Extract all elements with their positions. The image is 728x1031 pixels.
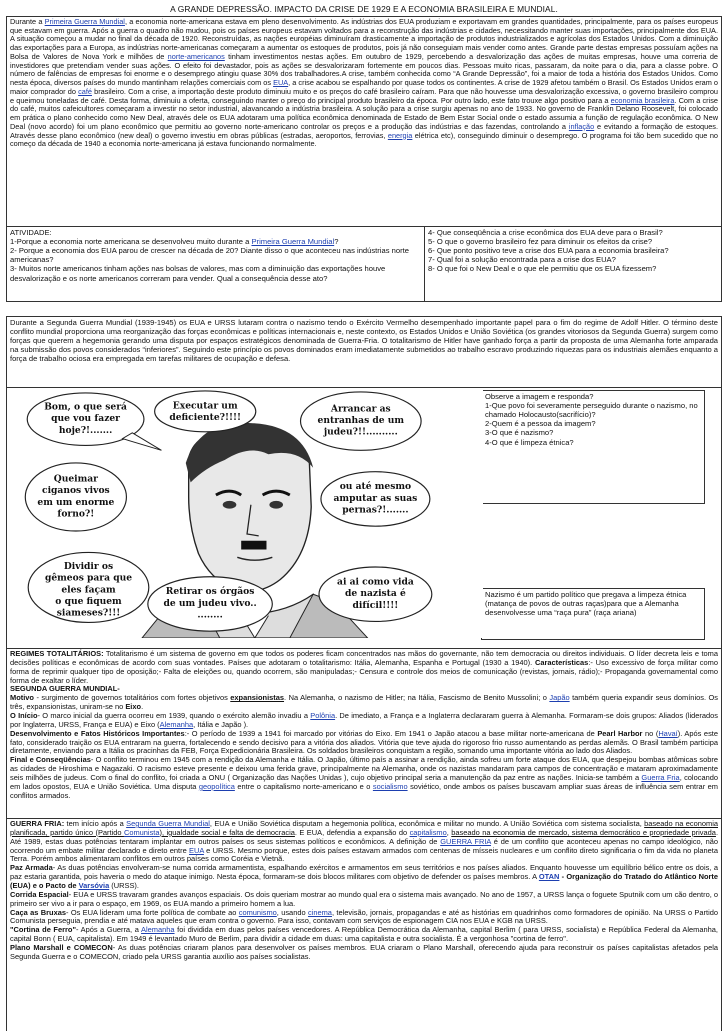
bubble-6-line-3: eles façam: [61, 584, 116, 596]
observe-line-3: 2-Quem é a pessoa da imagem?: [485, 419, 596, 429]
link-capitalismo[interactable]: capitalismo: [409, 827, 447, 837]
regimes-label: REGIMES TOTALITÁRIOS:: [10, 649, 104, 658]
observe-line-2: 1-Que povo foi severamente perseguido durante o nazismo, no chamado Holocausto(sacrifício)?: [485, 401, 698, 420]
question-1: 1-Porque a economia norte americana se desenvolveu muito durante a Primeira Guerra Mundial?: [10, 237, 339, 247]
caracteristicas-label: Características: [534, 657, 589, 667]
bubble-8-line-1: ai ai como vida: [337, 576, 414, 588]
bubble-6-line-2: gêmeos para que: [44, 572, 133, 584]
activity-left: [7, 227, 425, 301]
cartoon-side-panel: [477, 388, 709, 648]
depression-text: Durante a Primeira Guerra Mundial, a economia norte-americana estava em pleno desenvolvimento. As indústrias dos EUA produziam e exportavam em grandes quantidades, principalmente, para os países europeus que estavam em guerra. Após a guerra o quadro não mudou, pois os países europeus estavam voltados para a reconstrução das indústrias e cidades, necessitando manter suas importações, principalmente dos EUA. A situação começou a mudar no final da década de 1920. Reconstruídas, as nações européias diminuíram drasticamente a importação de produtos industrializados e agrícolas dos Estados Unidos. Com a diminuição das exportações para a Europa, as indústrias norte-americanas começaram a aumentar os estoques de produtos, pois já não conseguiam mais vender como antes. Grande parte destas empresas possuíam ações na Bolsa de Valores de Nova York e milhões de norte-americanos tinham investimentos nestas ações. Em outubro de 1929, percebendo a desvalorização das ações de muitas empresas, houve uma correria de investidores que pretendiam vender suas ações. O efeito foi devastador, pois as ações se desvalorizaram fortemente em poucos dias. Pessoas muito ricas, passaram, da noite para o dia, para a classe pobre. O número de falências de empresas foi enorme e o desemprego atingiu quase 30% dos trabalhadores.A crise, também conhecida como “A Grande Depressão”, foi a maior de toda a história dos Estados Unidos. Como nesta época, diversos países do mundo mantinham relações comerciais com os EUA, a crise acabou se espalhando por quase todos os continentes. A crise de 1929 afetou também o Brasil. Os Estados Unidos eram o maior comprador do café brasileiro. Com a crise, a importação deste produto diminuiu muito e os preços do café brasileiro caíram. Para que não houvesse uma desvalorização excessiva, o governo brasileiro comprou e queimou toneladas de café. Desta forma, diminuiu a oferta, conseguindo manter o preço do principal produto brasileiro da época. Por outro lado, este fato trouxe algo positivo para a economia brasileira. Com a crise do café, muitos cafeicultores começaram a investir no setor industrial, alavancando a indústria brasileira. A solução para a crise surgiu apenas no ano de 1933. No governo de Franklin Delano Roosevelt, foi colocado em prática o plano conhecido como New Deal, através dele os EUA adotaram uma política econômica denominada de Estado de Bem Estar Social onde o estado assumia a função de regulação econômica. O New Deal (novo acordo) foi um plano econômico que permitiu ao governo norte-americano controlar os preços e a produção das indústrias e das fazendas, controlando a inflação e evitando a formação de estoques. Através desse plano econômico (new deal) o governo investiu em obras públicas (estradas, aeroportos, ferrovias, energia elétrica etc), conseguindo diminuir o desemprego. O programa foi tão bem sucedido que no começo da década de 1940 a economia norte-americana já estava funcionando normalmente.: [6, 16, 722, 227]
link-polonia[interactable]: Polônia: [310, 711, 336, 721]
link-economia-brasileira[interactable]: economia brasileira: [610, 95, 675, 105]
bubble-6-line-4: o que fiquem: [55, 595, 122, 607]
link-japao[interactable]: Japão: [549, 693, 570, 703]
bubble-5-line-1: ou até mesmo: [339, 481, 412, 493]
coldwar-text: GUERRA FRIA: tem início após a Segunda Guerra Mundial, EUA e União Soviética disputam a hegemonia política, econômica e militar no mundo. A União Soviética com sistema socialista, baseado na economia planificada, partido único (Partido Comunista), igualdade social e falta de democracia. E EUA, defendia a expansão do capitalismo, baseado na economia de mercado, sistema democrático e propriedade privada. Até 1989, estas duas potências tentaram implantar em outros países os seus sistemas políticos e econômicos. A definição de GUERRA FRIA é de um conflito que aconteceu apenas no campo ideológico, não ocorrendo um embate militar declarado e direto entre EUA e URSS. Mesmo porque, estes dois países estavam armados com centenas de mísseis nucleares e um conflito direto significaria o fim da vida no planeta Terra. Porém ambos alimentaram conflitos em outros países como Coréia e Vietnã. Paz Armada- As duas potências envolveram-se numa corrida armamentista, espalhando exércitos e armamentos em seus territórios e nos países aliados. Enquanto houvesse um equilíbrio bélico entre os dois, a paz estaria garantida, pois haveria o medo do ataque inimigo. Nesta época, formaram-se dois blocos militares com objetivo de defender os países membros. A OTAN - Organização do Tratado do Atlântico Norte (EUA) e o Pacto de Varsóvia (URSS). Corrida Espacial- EUA e URSS travaram grandes avanços espaciais. Os dois queriam mostrar ao mundo qual era o sistema mais avançado. No ano de 1957, a URSS lança o foguete Sputnik com um cão dentro, o primeiro ser vivo a ir para o espaço, em 1969, os EUA mando a primeiro homem a lua. Caça as Bruxas- Os EUA lideram uma forte política de combate ao comunismo, usando cinema, televisão, jornais, propagandas e até as histórias em quadrinhos como formadores de opinião. Na URSS o Partido Comunista perseguia, prendia e até matava aqueles que eram contra o governo. Para isso, contavam com serviços de espionagem CIA nos EUA e KGB na URSS. "Cortina de Ferro"- Após a Guerra, a Alemanha foi dividida em duas pelos países vencedores. A República Democrática da Alemanha, capital Berlim ( para URSS, socialista) e República Federal da Alemanha, capital Bonn ( EUA, capitalista). Em 1949 é levantado Muro de Berlim, para dividir a cidade em duas: uma capitalista e outra socialista. É a vergonhosa "cortina de ferro". Plano Marshall e COMECON- As duas potências criaram planos para desenvolver os países membros. EUA criaram o Plano Marshall, oferecendo ajuda para reconstruir os países capitalistas afetados pela Segunda Guerra e o COMECON, criado pela URSS garantia auxílio aos países socialistas.: [6, 819, 722, 1031]
link-eua[interactable]: EUA: [273, 78, 289, 88]
bubble-8-line-3: difícil!!!!: [352, 599, 399, 611]
link-varsovia[interactable]: Varsóvia: [78, 881, 110, 891]
link-alemanha[interactable]: Alemanha: [159, 719, 194, 729]
bubble-7-line-2: de um judeu vivo..: [163, 597, 257, 609]
question-5: 5- O que o governo brasileiro fez para diminuir os efeitos da crise?: [428, 237, 653, 247]
link-comunismo[interactable]: comunismo: [238, 907, 277, 917]
speech-bubble-2: [155, 391, 256, 432]
question-6: 6- Que ponto positivo teve a crise dos EUA para a economia brasileira?: [428, 246, 669, 256]
link-cinema[interactable]: cinema: [307, 907, 332, 917]
bubble-4-line-3: em um enorme: [37, 496, 115, 508]
link-otan[interactable]: OTAN: [538, 872, 560, 882]
observe-line-1: Observe a imagem e responda?: [485, 392, 594, 401]
bubble-7-line-3: ........: [197, 609, 223, 621]
observe-questions: [481, 390, 705, 504]
speech-bubble-1: [27, 393, 161, 450]
question-3: 3- Muitos norte americanos tinham ações nas bolsas de valores, mas com a diminuição das exportações houve desvalorização e os norte americanos correram para vender. Qual a consequência desse ato?: [10, 264, 386, 283]
link-energia[interactable]: energia: [387, 130, 413, 140]
link-guerra-fria-def[interactable]: GUERRA FRIA: [440, 836, 491, 846]
ww2-intro: Durante a Segunda Guerra Mundial (1939-1945) os EUA e URSS lutaram contra o nazismo tendo o Exército Vermelho desempenhado importante papel para o fim do regime de Adolf Hitler. O término deste conflito mundial proporciona uma reorganização das forças econômicas e políticas internacionais e, neste contexto, os Estados Unidos e União Soviética (os grandes vitoriosos da Segunda Guerra) surgem como forças que querem a hegemonia gerando uma disputa por espaços estratégicos denominada de Guerra-Fria. O totalitarismo de Hitler have ganhado força a partir da proposta de uma Alemanha forte amparada na submissão dos povos considerados “inferiores”. Seguindo este princípio os povos dominados eram imediatamente submetidos ao trabalho escravo produzindo riquezas para os industriais alemães enquanto a força de trabalho ociosa era empregada em tarefas militares de ocupação e defesa.: [10, 318, 718, 364]
question-2: 2- Porque a economia dos EUA parou de crescer na década de 20? Diante disso o que aconteceu nas indústrias norte americanas?: [10, 246, 409, 265]
speech-bubble-8: [319, 567, 432, 621]
bubble-2-line-1: Executar um: [172, 400, 238, 412]
link-havai[interactable]: Havaí: [658, 728, 678, 738]
link-cafe[interactable]: café: [78, 86, 92, 96]
bubble-6-line-1: Dividir os: [63, 560, 114, 572]
link-eua-coldwar[interactable]: EUA: [189, 845, 204, 855]
link-socialismo[interactable]: socialismo: [372, 781, 408, 791]
question-8: 8- O que foi o New Deal e o que ele permitiu que os EUA fizessem?: [428, 264, 657, 274]
speech-bubble-3: [301, 392, 422, 450]
bubble-3-line-3: judeu?!!..........: [323, 426, 398, 438]
bubble-1-line-2: que vou fazer: [51, 413, 121, 425]
ww2-heading: SEGUNDA GUERRA MUNDIAL-: [10, 684, 120, 694]
bubble-5-line-2: amputar as suas: [333, 492, 418, 504]
nazism-definition: Nazismo é um partido político que pregava a limpeza étnica (matança de povos de outras raças)para que a Alemanha desenvolvesse uma “raça pura” (raça ariana): [481, 588, 705, 640]
cartoon-area: [7, 388, 477, 648]
ww2-section: [6, 316, 722, 649]
activity-right: [425, 227, 721, 301]
link-primeira-guerra-q1[interactable]: Primeira Guerra Mundial: [251, 237, 335, 247]
speech-bubble-7: [148, 577, 272, 631]
bubble-4-line-4: forno?!: [57, 508, 95, 520]
hitler-cartoon: [13, 390, 483, 638]
link-primeira-guerra[interactable]: Primeira Guerra Mundial: [44, 17, 125, 26]
page-title: A GRANDE DEPRESSÃO. IMPACTO DA CRISE DE 1929 E A ECONOMIA BRASILEIRA E MUNDIAL.: [170, 4, 558, 14]
bubble-1-line-3: hoje?!.......: [58, 424, 113, 436]
activity-box: [6, 227, 722, 302]
bubble-6-line-5: siameses?!!!: [56, 607, 121, 619]
link-guerra-fria[interactable]: Guerra Fria: [641, 773, 680, 783]
bubble-4-line-2: ciganos vivos: [42, 485, 110, 497]
link-comunista[interactable]: Comunista: [123, 827, 160, 837]
speech-bubble-5: [321, 472, 430, 526]
link-inflacao[interactable]: inflação: [568, 121, 595, 131]
regimes-ww2-text: REGIMES TOTALITÁRIOS: Totalitarismo é um sistema de governo em que todos os poderes ficam concentrados nas mãos do governante, não tem democracia ou direitos individuais. O líder decreta leis e toma decisões políticas e econômicas de acordo com suas vontades. Países que adotaram o totalitarismo: Itália, Alemanha, Espanha e Portugal (1930 a 1940). Características:- Uso excessivo de força militar como forma de reprimir qualquer tipo de oposição;- Falta de eleições ou, quando ocorrem, são manipuladas;- Censura e controle dos meios de comunicação (revistas, jornais, rádio);- Propaganda governamental como forma de exaltar o líder. SEGUNDA GUERRA MUNDIAL- Motivo - surgimento de governos totalitários com fortes objetivos expansionistas. Na Alemanha, o nazismo de Hitler; na Itália, Fascismo de Benito Mussolini; o Japão também queria expandir seus domínios. Os três, expansionistas, uniram-se no Eixo. O Início- O marco inicial da guerra ocorreu em 1939, quando o exército alemão invadiu a Polônia. De imediato, a França e a Inglaterra declararam guerra à Alemanha. Formaram-se dois grupos: Aliados (liderados por Inglaterra, URSS, França e EUA) e Eixo (Alemanha, Itália e Japão ). Desenvolvimento e Fatos Históricos Importantes:- O período de 1939 a 1941 foi marcado por vitórias do Eixo. Em 1941 o Japão atacou a base militar norte-americana de Pearl Harbor no (Havaí). Após este fato, considerado traição os EUA entraram na guerra, fortalecendo e sendo decisivo para a vitória dos aliados. Vitória que teve ajuda do rigoroso frio russo aumentando as perdas alemãs. O Brasil também participa diretamente, enviando para a Itália os pracinhas da FEB, Força Expedicionária Brasileira. Os soldados brasileiros conquistam a região, somando uma importante vitória ao lado dos Aliados. Final e Conseqüências- O conflito terminou em 1945 com a rendição da Alemanha e Itália. O Japão, último país a assinar a rendição, ainda sofreu um forte ataque dos EUA, que despejou bombas atômicas sobre as cidades de Hiroshima e Nagazaki. O racismo esteve presente e deixou uma ferida grave, principalmente na Alemanha, onde os nazistas mandaram para campos de concentração e mataram aproximadamente seis milhões de judeus. Com o final do conflito, foi criada a ONU ( Organização das Nações Unidas ), cujo objetivo principal seria a manutenção da paz entre as nações. Inicia-se também a Guerra Fria, colocando em lados opostos, EUA e União Soviética. Uma disputa geopolítica entre o capitalismo norte-americano e o socialismo soviético, onde ambos os países buscavam ampliar suas áreas de influência sem entrar em conflitos armados.: [6, 649, 722, 819]
activity-heading: ATIVIDADE:: [10, 228, 52, 237]
bubble-8-line-2: de nazista é: [344, 588, 406, 600]
bubble-3-line-1: Arrancar as: [330, 403, 391, 415]
speech-bubble-6: [28, 552, 149, 622]
bubble-2-line-2: deficiente?!!!!: [169, 412, 242, 424]
link-segunda-guerra[interactable]: Segunda Guerra Mundial: [126, 819, 210, 828]
speech-bubble-4: [25, 463, 126, 531]
question-4: 4- Que conseqüência a crise econômica dos EUA deve para o Brasil?: [428, 228, 663, 237]
coldwar-label: GUERRA FRIA:: [10, 819, 65, 828]
bubble-4-line-1: Queimar: [53, 473, 98, 485]
bubble-3-line-2: entranhas de um: [317, 415, 405, 427]
bubble-5-line-3: pernas?!.......: [342, 504, 409, 516]
observe-line-5: 4-O que é limpeza étnica?: [485, 437, 574, 447]
observe-line-4: 3-O que é nazismo?: [485, 428, 554, 438]
bubble-7-line-1: Retirar os órgãos: [165, 586, 255, 598]
link-geopolitica[interactable]: geopolítica: [198, 781, 235, 791]
bubble-1-line-1: Bom, o que será: [44, 401, 127, 413]
link-alemanha-cortina[interactable]: Alemanha: [141, 925, 175, 935]
link-norte-americanos[interactable]: norte-americanos: [167, 51, 225, 61]
question-7: 7- Qual foi a solução encontrada para a crise dos EUA?: [428, 255, 616, 265]
